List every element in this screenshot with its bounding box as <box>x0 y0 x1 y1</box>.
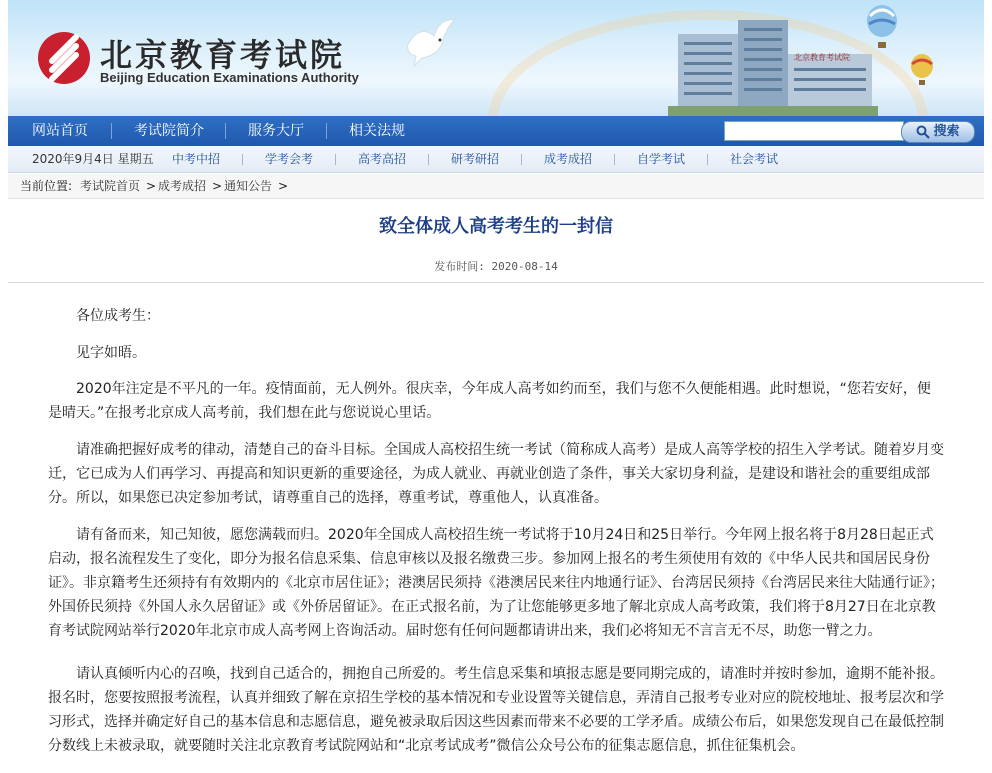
subnav-zikao[interactable]: 自学考试 <box>637 152 686 166</box>
nav-divider <box>326 123 327 139</box>
breadcrumb-chengkao[interactable]: 成考成招 <box>158 179 207 193</box>
subnav-divider <box>428 154 429 165</box>
subnav-divider <box>614 154 615 165</box>
subnav-zhongkao[interactable]: 中考中招 <box>172 152 221 166</box>
nav-divider <box>111 123 112 139</box>
article-paragraph: 2020年注定是不平凡的一年。疫情面前，无人例外。很庆幸，今年成人高考如约而至，我们与您不久便能相遇。此时想说，“您若安好，便是晴天。”在报考北京成人高考前，我们想在此与您说说心里话。 <box>48 381 931 421</box>
site-logo-en: Beijing Education Examinations Authority <box>100 70 359 85</box>
subnav-chengkao[interactable]: 成考成招 <box>544 152 593 166</box>
breadcrumb-notices[interactable]: 通知公告 <box>224 179 273 193</box>
article-meta: 发布时间: 2020-08-14 <box>434 260 558 273</box>
divider <box>8 282 984 283</box>
breadcrumb-separator: > <box>212 179 223 193</box>
breadcrumb-separator: > <box>146 179 157 193</box>
breadcrumb-prefix: 当前位置: <box>20 179 73 193</box>
nav-regulations[interactable]: 相关法规 <box>349 123 405 139</box>
building-sign: 北京教育考试院 <box>794 53 850 62</box>
search-input[interactable] <box>724 121 904 141</box>
nav-about[interactable]: 考试院简介 <box>134 123 204 139</box>
building-illustration <box>668 14 878 116</box>
subnav-divider <box>707 154 708 165</box>
subnav-divider <box>521 154 522 165</box>
article-paragraph: 各位成考生： <box>76 308 160 324</box>
article-paragraph: 请认真倾听内心的召唤，找到自己适合的，拥抱自己所爱的。考生信息采集和填报志愿是要同期完成的，请准时并按时参加，逾期不能补报。报名时，您要按照报考流程，认真并细致了解在京招生学校的基本情况和专业设置等关键信息，弄清自己报考专业对应的院校地址、报考层次和学习形式，选择并确定好自己的基本信息和志愿信息，避免被录取后因这些因素而带来不必要的工学矛盾。成绩公布后，如果您发现自己在最低控制分数线上未被录取，就要随时关注北京教育考试院网站和“北京考试成考”微信公众号公布的征集志愿信息，抓住征集机会。 <box>48 666 944 754</box>
balloon-icon <box>864 4 900 54</box>
search-icon <box>916 125 930 139</box>
article-paragraph: 见字如晤。 <box>76 345 146 361</box>
subnav-gaokao[interactable]: 高考高招 <box>358 152 407 166</box>
nav-divider <box>225 123 226 139</box>
article-paragraph: 请准确把握好成考的律动，清楚自己的奋斗目标。全国成人高校招生统一考试（简称成人高考）是成人高等学校的招生入学考试。随着岁月变迁，它已成为人们再学习、再提高和知识更新的重要途径，为成人就业、再就业创造了条件，事关大家切身利益，是建设和谐社会的重要组成部分。所以，如果您已决定参加考试，请尊重自己的选择，尊重考试，尊重他人，认真准备。 <box>48 442 944 506</box>
article-paragraph: 请有备而来，知己知彼，愿您满载而归。2020年全国成人高校招生统一考试将于10月24日和25日举行。今年网上报名将于8月28日起正式启动，报名流程发生了变化，即分为报名信息采集、信息审核以及报名缴费三步。参加网上报名的考生须使用有效的《中华人民共和国居民身份证》。非京籍考生还须持有有效期内的《北京市居住证》；港澳居民须持《港澳居民来往内地通行证》、台湾居民须持《台湾居民来往大陆通行证》；外国侨民须持《外国人永久居留证》或《外侨居留证》。在正式报名前，为了让您能够更多地了解北京成人高考政策，我们将于8月27日在北京教育考试院网站举行2020年北京市成人高考网上咨询活动。届时您有任何问题都请讲出来，我们必将知无不言言无不尽，助您一臂之力。 <box>48 527 944 639</box>
main-nav <box>8 116 984 146</box>
search-button-label: 搜索 <box>933 124 960 139</box>
article-title: 致全体成人高考考生的一封信 <box>379 216 613 237</box>
page <box>8 0 984 773</box>
header-banner <box>8 0 984 116</box>
subnav-divider <box>335 154 336 165</box>
balloon-icon <box>908 54 936 88</box>
subnav-yankao[interactable]: 研考研招 <box>451 152 500 166</box>
sub-nav <box>8 146 984 173</box>
subnav-shehui[interactable]: 社会考试 <box>730 152 779 166</box>
search-button[interactable] <box>901 121 975 143</box>
nav-home[interactable]: 网站首页 <box>32 123 88 139</box>
breadcrumb <box>8 174 984 199</box>
dove-icon <box>400 14 460 70</box>
subnav-divider <box>242 154 243 165</box>
site-logo-cn: 北京教育考试院 <box>100 36 346 74</box>
breadcrumb-home[interactable]: 考试院首页 <box>80 179 141 193</box>
current-date: 2020年9月4日 星期五 <box>32 152 154 166</box>
breadcrumb-separator: > <box>278 179 289 193</box>
logo-icon <box>38 32 90 84</box>
subnav-xuekao[interactable]: 学考会考 <box>265 152 314 166</box>
nav-service-hall[interactable]: 服务大厅 <box>248 123 304 139</box>
